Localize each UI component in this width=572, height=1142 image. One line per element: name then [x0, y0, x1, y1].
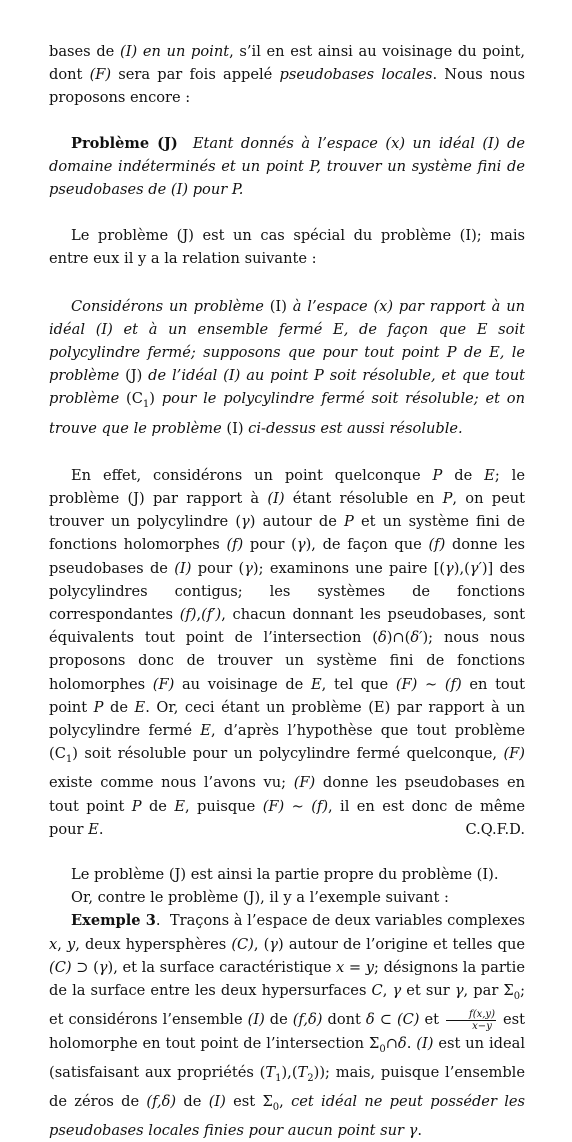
theorem-statement: Considérons un problème (I) à l’espace (x) par rapport à un idéal (I) et à un ensemble fermé E, de façon que E soit polycylindre fermé; supposons que pour tout point P de E, le problème (J) de l’idéal (I) au point P soit résoluble, et que tout problème $(C_1)$ pour le polycylindre fermé soit résoluble; et on trouve que le problème (I) ci-dessus est aussi résoluble. — [49, 297, 525, 437]
example-3: Exemple 3. Traçons à l’espace de deux variables complexes x, y, deux hypersphères (C), (γ) autour de l’origine et telles que (C) ⊃ (γ), et la surface caractéristique x = y; désignons la partie de la surface entre les deux hypersurfaces C, γ et sur γ, par $\Sigma_0$; et considérons l’ensemble (I) de (f,δ) dont δ ⊂ (C) et $\frac{f(x,y)}{x-y}$ est holomorphe en tout point de l’intersection $\Sigma_0\cap\delta$. (I) est un ideal (satisfaisant aux propriétés $(T_1),(T_2)$); mais, puisque l’ensemble de zéros de (f,δ) de (I) est $\Sigma_0$, cet idéal ne peut posséder les pseudobases locales finies pour aucun point sur γ. — [49, 912, 526, 1139]
fraction-f-over-x-minus-y: $\frac{f(x,y)}{x-y}$ — [446, 1009, 496, 1032]
problem-j-statement: Problème (J) Etant donnés à l’espace (x) un idéal (I) de domaine indéterminés et un point P, trouver un système fini de pseudobases de (I) pour P. — [49, 134, 526, 199]
proof-paragraph: En effet, considérons un point quelconque P de E; le problème (J) par rapport à (I) étant résoluble en P, on peut trouver un polycylindre (γ) autour de P et un système fini de fonctions holomorphes (f) pour (γ), de façon que (f) donne les pseudobases de (I) pour (γ); examinons une paire [(γ),(γ′)] des polycylindres contigus; les systèmes de fonctions correspondantes (f),(f′), chacun donnant les pseudobases, sont équivalents tout point de l’intersection (δ)∩(δ′); nous nous proposons donc de trouver un système fini de fonctions holomorphes (F) au voisinage de E, tel que (F) ∼ (f) en tout point P de E. Or, ceci étant un problème (E) par rapport à un polycylindre fermé E, d’après l’hypothèse que tout problème $(C_1)$ soit résoluble pour un polycylindre fermé quelconque, (F) existe comme nous l’avons vu; (F) donne les pseudobases en tout point P de E, puisque (F) ∼ (f), il en est donc de même pour E. C.Q.F.D. — [49, 464, 525, 841]
paragraph-proper-part: Le problème (J) est ainsi la partie propre du problème (I). — [71, 865, 499, 883]
example-3-label: Exemple 3 — [71, 912, 156, 930]
paragraph-relation: Le problème (J) est un cas spécial du problème (I); mais entre eux il y a la relation suivante : — [49, 227, 525, 268]
qed-mark: C.Q.F.D. — [465, 820, 525, 838]
problem-j-label: Problème (J) — [71, 134, 178, 152]
paragraph-intro: bases de (I) en un point, s’il en est ainsi au voisinage du point, dont (F) sera par fois appelé pseudobases locales. Nous nous proposons encore : — [49, 43, 526, 107]
paragraph-counter: Or, contre le problème (J), il y a l’exemple suivant : — [71, 889, 449, 907]
